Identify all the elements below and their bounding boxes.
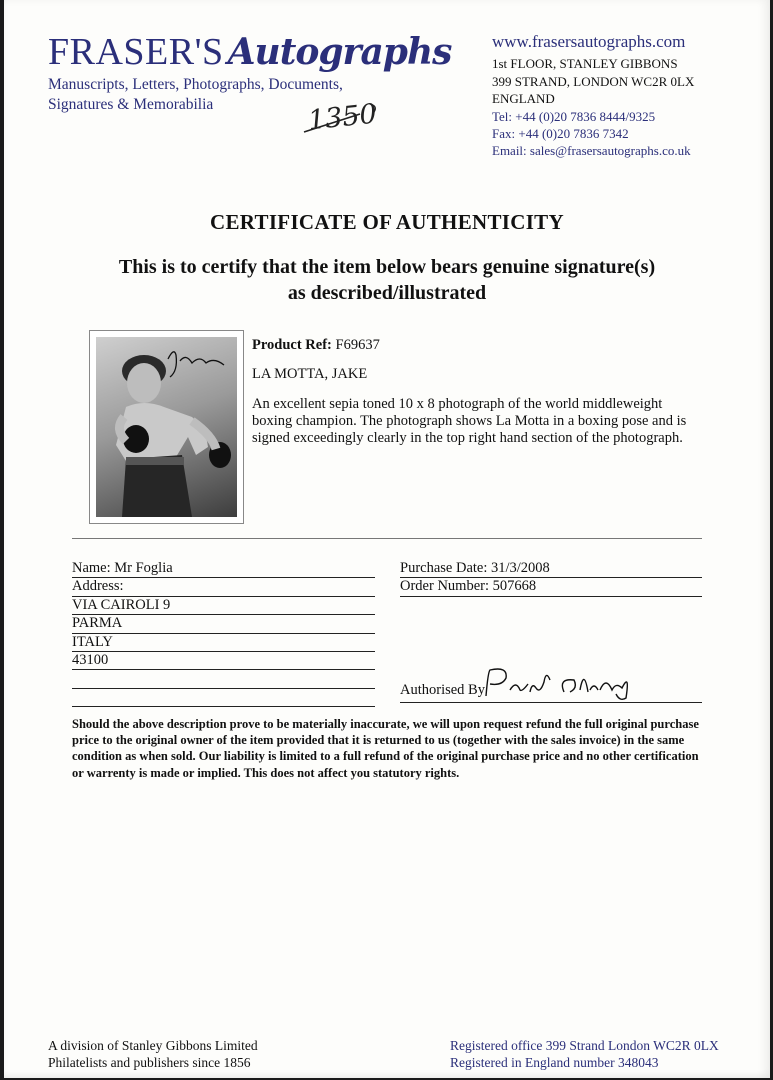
address-line3: ENGLAND xyxy=(492,91,555,107)
customer-name: Name: Mr Foglia xyxy=(72,560,375,578)
address-line1: 1st FLOOR, STANLEY GIBBONS xyxy=(492,56,678,72)
tagline-line1: Manuscripts, Letters, Photographs, Documents, xyxy=(48,76,343,93)
footer-left-line2: Philatelists and publishers since 1856 xyxy=(48,1055,251,1070)
product-details xyxy=(252,337,702,447)
price-strike-mark xyxy=(300,100,390,140)
purchase-date: Purchase Date: 31/3/2008 xyxy=(400,560,702,578)
blank-line xyxy=(72,670,375,688)
email-line[interactable]: Email: sales@frasersautographs.co.uk xyxy=(492,143,691,159)
tagline xyxy=(48,75,343,115)
section-divider xyxy=(72,538,702,539)
product-description: An excellent sepia toned 10 x 8 photograph of the world middleweight boxing champion. The photograph shows La Motta in a boxing pose and is signed exceedingly clearly in the top right hand section of the photograph. xyxy=(252,396,687,446)
customer-fields xyxy=(72,560,375,707)
refund-disclaimer: Should the above description prove to be materially inaccurate, we will upon request refund the full original purchase price to the original owner of the item provided that it is returned to us (together with the sales invoice) in the same condition as when sold. Our liability is limited to a full refund of the original purchase price and no other certification or warrenty is made or implied. This does not affect you statutory rights. xyxy=(72,717,699,780)
footer-right-line2: Registered in England number 348043 xyxy=(450,1055,659,1070)
handwritten-price-text: 1350 xyxy=(306,98,379,137)
certify-line2: as described/illustrated xyxy=(287,282,487,304)
blank-line xyxy=(72,689,375,707)
footer-left-line1: A division of Stanley Gibbons Limited xyxy=(48,1038,258,1053)
footer-right xyxy=(450,1037,719,1071)
customer-address-line2: PARMA xyxy=(72,615,375,633)
brand-logo xyxy=(48,30,451,74)
certify-line1: This is to certify that the item below bears genuine signature(s) xyxy=(118,256,656,278)
item-photo-frame xyxy=(89,330,244,524)
contact-block xyxy=(492,33,694,160)
order-fields xyxy=(400,560,702,597)
fax-line: Fax: +44 (0)20 7836 7342 xyxy=(492,126,629,142)
footer-left xyxy=(48,1037,258,1071)
customer-address-label: Address: xyxy=(72,578,375,596)
customer-address-line1: VIA CAIROLI 9 xyxy=(72,597,375,615)
footer-right-line1: Registered office 399 Strand London WC2R 0LX xyxy=(450,1038,719,1053)
boxer-photo xyxy=(96,337,237,517)
authorised-by-label: Authorised By xyxy=(400,682,485,698)
authorised-by-field xyxy=(400,670,702,703)
brand-name: FRASER'S xyxy=(48,31,224,73)
product-subject: LA MOTTA, JAKE xyxy=(252,366,368,382)
customer-address-line4: 43100 xyxy=(72,652,375,670)
product-ref-value: F69637 xyxy=(335,337,380,353)
product-ref-label: Product Ref: xyxy=(252,337,332,353)
address-line2: 399 STRAND, LONDON WC2R 0LX xyxy=(492,73,695,89)
website-link[interactable]: www.frasersautographs.com xyxy=(492,32,686,51)
boxer-illustration xyxy=(96,337,237,517)
authoriser-signature xyxy=(480,662,660,704)
tagline-line2: Signatures & Memorabilia xyxy=(48,96,214,113)
product-ref xyxy=(252,337,702,354)
customer-address-line3: ITALY xyxy=(72,634,375,652)
handwritten-price xyxy=(300,100,390,140)
tel-line: Tel: +44 (0)20 7836 8444/9325 xyxy=(492,108,656,124)
brand-script: Autographs xyxy=(227,31,452,73)
certificate-sheet xyxy=(4,0,770,1078)
certificate-title: CERTIFICATE OF AUTHENTICITY xyxy=(210,210,564,234)
order-number: Order Number: 507668 xyxy=(400,578,702,596)
certify-statement xyxy=(4,254,770,306)
